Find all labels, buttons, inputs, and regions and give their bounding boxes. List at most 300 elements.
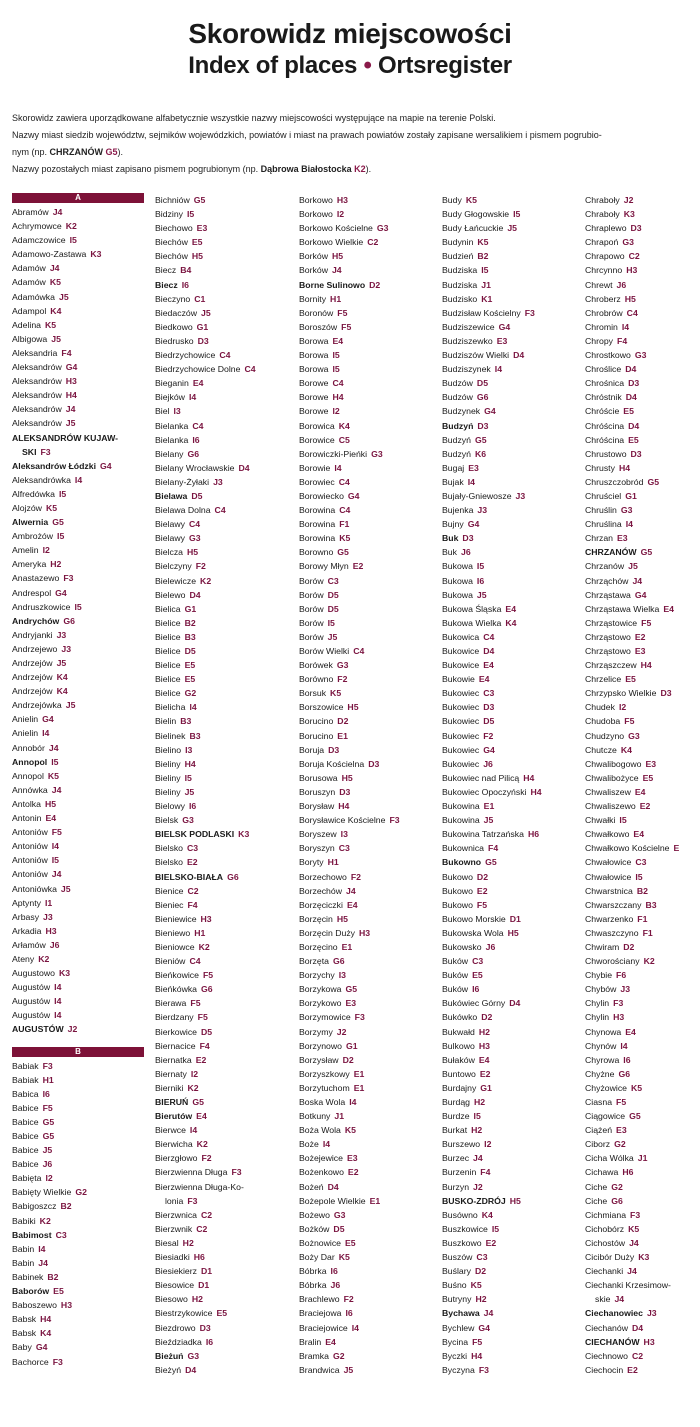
- subtitle-german: Ortsregister: [377, 52, 512, 79]
- grid-code: C4: [214, 505, 226, 516]
- place-name: Chwalibożyce: [585, 772, 639, 783]
- place-name: Bukowice: [442, 660, 480, 671]
- place-name: Burzyn: [442, 1181, 470, 1192]
- grid-code: F3: [630, 1209, 641, 1220]
- place-name: Bierwicha: [155, 1139, 193, 1150]
- grid-code: G4: [467, 519, 480, 530]
- place-name: Brandwica: [299, 1364, 340, 1375]
- index-column-4: [442, 193, 584, 1377]
- grid-code: D5: [476, 378, 489, 389]
- grid-code: E2: [476, 885, 488, 896]
- grid-code: J6: [483, 758, 493, 769]
- grid-code: E3: [617, 533, 628, 544]
- place-name: Chwałowice: [585, 871, 632, 882]
- index-entry: [585, 1363, 700, 1377]
- index-entry: [585, 1222, 700, 1236]
- place-name: Bożenkowo: [299, 1167, 344, 1178]
- index-entry: [585, 940, 700, 954]
- place-name: Borówek: [299, 660, 333, 671]
- index-entry: [299, 292, 441, 306]
- place-name: Anastazewo: [12, 573, 60, 584]
- index-entry: [585, 968, 700, 982]
- place-name: Bukwałd: [442, 1026, 475, 1037]
- index-entry: [442, 1363, 584, 1377]
- index-entry: [12, 642, 154, 656]
- grid-code: G5: [193, 195, 206, 205]
- grid-code: I6: [476, 575, 485, 586]
- place-name: Biedrusko: [155, 335, 194, 346]
- place-name: Antoniów: [12, 869, 48, 880]
- index-entry: [442, 574, 584, 588]
- place-name: Borów: [299, 575, 324, 586]
- grid-code: G3: [634, 350, 647, 361]
- index-entry: [585, 813, 700, 827]
- index-entry: [299, 771, 441, 785]
- index-entry: [299, 1067, 441, 1081]
- example-town-code: K2: [354, 164, 366, 174]
- index-entry: [585, 884, 700, 898]
- grid-code: J2: [67, 1024, 78, 1035]
- place-name: Boryszew: [299, 829, 337, 840]
- index-entry: [155, 1292, 297, 1306]
- grid-code: D5: [483, 716, 495, 727]
- index-entry: [155, 1025, 297, 1039]
- index-entry: [155, 841, 297, 855]
- grid-code: H6: [527, 829, 540, 840]
- index-entry: [12, 1185, 154, 1199]
- grid-code: G6: [618, 1068, 631, 1079]
- index-entry: [155, 1306, 297, 1320]
- index-entry: [299, 884, 441, 898]
- place-name: Chrząstowo: [585, 631, 631, 642]
- index-entry: [585, 1025, 700, 1039]
- place-name: Borowiczki-Pieńki: [299, 448, 368, 459]
- place-name: Chrząszczew: [585, 660, 637, 671]
- index-entry: [12, 1270, 154, 1284]
- place-name: Borowa: [299, 335, 329, 346]
- place-name: Arkadia: [12, 925, 42, 936]
- place-name: Augustów: [12, 982, 51, 993]
- grid-code: F2: [337, 674, 348, 685]
- place-name: Buśno: [442, 1280, 467, 1291]
- grid-code: H3: [613, 1012, 625, 1023]
- grid-code: I6: [330, 1266, 338, 1277]
- grid-code: I4: [467, 476, 475, 487]
- index-entry: [155, 630, 297, 644]
- index-entry: [585, 841, 700, 855]
- grid-code: E1: [337, 730, 348, 741]
- place-name: Chudek: [585, 702, 615, 713]
- index-entry: [155, 1250, 297, 1264]
- index-entry: [12, 402, 154, 416]
- grid-code: H1: [330, 293, 342, 304]
- place-name: Albigowa: [12, 333, 48, 344]
- place-name: Bieniów: [155, 956, 186, 967]
- place-name: Buków: [442, 956, 469, 967]
- grid-code: F5: [341, 321, 352, 332]
- index-entry: [442, 193, 584, 207]
- grid-code: D4: [509, 998, 521, 1009]
- place-name: Bielica: [155, 603, 181, 614]
- place-name: Budziszewice: [442, 321, 495, 332]
- place-name: Bierzwnica: [155, 1209, 198, 1220]
- place-name: Bielany: [155, 448, 184, 459]
- place-name: Bukowo Morskie: [442, 913, 506, 924]
- grid-code: F4: [617, 335, 628, 346]
- grid-code: D3: [483, 702, 495, 713]
- index-entry: [299, 940, 441, 954]
- grid-code: D4: [628, 420, 640, 431]
- grid-code: D3: [477, 420, 489, 431]
- grid-code: F5: [190, 998, 201, 1009]
- index-entry: [299, 1053, 441, 1067]
- grid-code: I4: [349, 1097, 357, 1107]
- index-entry: [299, 841, 441, 855]
- index-entry: [155, 1081, 297, 1095]
- intro-line-2-cont: nym (np.: [12, 147, 50, 157]
- index-entry: [12, 1087, 154, 1101]
- place-name: Chroślice: [585, 364, 622, 375]
- grid-code: H2: [191, 1294, 203, 1305]
- grid-code: I3: [338, 970, 346, 981]
- index-entry: [442, 531, 584, 545]
- grid-code: G3: [620, 505, 633, 516]
- index-entry: [155, 221, 297, 235]
- grid-code: K5: [45, 502, 58, 513]
- index-entry: [442, 827, 584, 841]
- grid-code: J6: [330, 1280, 341, 1291]
- place-name: Alwernia: [12, 517, 49, 528]
- place-name: Borzymy: [299, 1026, 333, 1037]
- index-entry: [585, 1137, 700, 1151]
- index-entry: [155, 898, 297, 912]
- index-entry: [12, 374, 154, 388]
- index-entry: [155, 855, 297, 869]
- place-name: Borzęciczki: [299, 899, 343, 910]
- index-entry: [442, 1250, 584, 1264]
- index-entry: [155, 306, 297, 320]
- grid-code: G3: [622, 237, 634, 248]
- index-entry: [585, 602, 700, 616]
- grid-code: F2: [350, 871, 361, 882]
- index-entry: [585, 1306, 700, 1320]
- grid-code: H5: [336, 913, 348, 924]
- grid-code: H1: [327, 857, 339, 868]
- index-entry: [299, 982, 441, 996]
- place-name: Budzień: [442, 251, 474, 262]
- grid-code: G6: [63, 615, 75, 626]
- grid-code: H2: [50, 559, 62, 570]
- place-name: Bielin: [155, 716, 177, 727]
- index-entry: [12, 1284, 154, 1298]
- place-name: Arłamów: [12, 939, 46, 950]
- place-name: Chrusty: [585, 462, 615, 473]
- place-name: Chrzypsko Wielkie: [585, 688, 657, 699]
- index-entry: [585, 898, 700, 912]
- place-name: Buk: [442, 547, 457, 558]
- grid-code: J4: [345, 885, 356, 896]
- place-name: Bieliny: [155, 786, 181, 797]
- index-entry: [12, 529, 154, 543]
- grid-code: D4: [185, 1364, 197, 1375]
- index-entry: [442, 884, 584, 898]
- grid-code: B2: [184, 617, 196, 628]
- index-entry: [442, 672, 584, 686]
- grid-code: K5: [477, 237, 489, 248]
- grid-code: I5: [184, 772, 192, 783]
- place-name: Chrzelice: [585, 674, 622, 685]
- grid-code: F2: [201, 1153, 212, 1164]
- index-entry: [299, 419, 441, 433]
- place-name: Chwarzenko: [585, 913, 634, 924]
- grid-code: D2: [481, 1012, 493, 1023]
- grid-code: G3: [182, 815, 194, 826]
- index-entry: [12, 825, 154, 839]
- place-name: Bielewo: [155, 589, 186, 600]
- grid-code: C3: [476, 1252, 488, 1263]
- grid-code: H3: [200, 913, 212, 924]
- place-name: Adamów: [12, 277, 46, 288]
- place-name: Bielanka: [155, 434, 189, 445]
- grid-code: F3: [52, 1356, 63, 1367]
- grid-code: D4: [327, 1181, 339, 1192]
- grid-code: G5: [640, 547, 653, 558]
- place-name: Aleksandrów: [12, 362, 62, 373]
- grid-code: D3: [630, 223, 642, 234]
- index-entry: [442, 940, 584, 954]
- place-name: Chrząchów: [585, 575, 629, 586]
- index-entry: [585, 870, 700, 884]
- intro-line-3-text: Nazwy pozostałych miast zapisano pismem pogrubionym (np.: [12, 164, 261, 174]
- grid-code: I2: [618, 702, 627, 713]
- grid-code: I2: [42, 545, 50, 556]
- place-name: Chropy: [585, 335, 614, 346]
- place-name: Babin: [12, 1243, 35, 1254]
- place-name: Chwiram: [585, 941, 620, 952]
- place-name: Bralin: [299, 1336, 322, 1347]
- grid-code: I4: [54, 982, 62, 993]
- place-name: Cichawa: [585, 1167, 619, 1178]
- index-entry: [442, 1236, 584, 1250]
- grid-code: E3: [468, 462, 479, 473]
- index-entry: [12, 473, 154, 487]
- place-name: Bukowiec: [442, 716, 480, 727]
- place-name: Borowina: [299, 519, 336, 530]
- place-name: Biedaczów: [155, 307, 198, 318]
- grid-code: I5: [187, 209, 195, 220]
- index-entry: [585, 982, 700, 996]
- place-name: Budzyń: [442, 420, 474, 431]
- index-entry: [442, 1053, 584, 1067]
- index-entry: [585, 433, 700, 447]
- index-entry: [155, 461, 297, 475]
- grid-code: I5: [476, 561, 485, 572]
- place-name: Bierzwnik: [155, 1223, 193, 1234]
- grid-code: G3: [187, 1350, 200, 1361]
- index-column-2: [155, 193, 297, 1377]
- place-name: Chwarszczany: [585, 899, 642, 910]
- place-name: Bidziny: [155, 209, 184, 220]
- grid-code: I3: [173, 406, 181, 417]
- grid-code: J5: [58, 291, 69, 302]
- index-entry: [585, 1208, 700, 1222]
- index-entry: [155, 982, 297, 996]
- place-name: Chyrowa: [585, 1054, 620, 1065]
- grid-code: J6: [485, 941, 496, 952]
- place-name: Boży Dar: [299, 1252, 335, 1263]
- index-entry: [12, 543, 154, 557]
- place-name: Bychawa: [442, 1308, 480, 1319]
- place-name: Budzisław Kościelny: [442, 307, 521, 318]
- grid-code: K4: [505, 617, 517, 628]
- index-entry: [299, 489, 441, 503]
- place-name: Borzynowo: [299, 1040, 342, 1051]
- example-capital-code: G5: [105, 147, 118, 157]
- index-entry: [299, 630, 441, 644]
- index-entry: [442, 517, 584, 531]
- index-entry: [299, 461, 441, 475]
- grid-code: E3: [496, 335, 508, 346]
- grid-code: F4: [480, 1167, 491, 1178]
- grid-code: D4: [513, 350, 525, 361]
- place-name: Borowno: [299, 547, 334, 558]
- grid-code: I5: [513, 209, 521, 220]
- index-entry: [299, 306, 441, 320]
- index-entry: [299, 1250, 441, 1264]
- place-name: Bieńkówka: [155, 984, 198, 995]
- place-name: Bichniów: [155, 195, 190, 205]
- index-entry: [585, 1321, 700, 1335]
- grid-code: C2: [631, 1350, 644, 1361]
- place-name: Budy Łańcuckie: [442, 223, 504, 234]
- index-entry: [585, 1335, 700, 1349]
- place-name: Borowe: [299, 406, 329, 417]
- place-name: Arbasy: [12, 911, 40, 922]
- grid-code: K3: [623, 209, 635, 220]
- place-name: Bieżuń: [155, 1350, 184, 1361]
- place-name: Andrzejów: [12, 658, 53, 668]
- index-entry: [585, 193, 700, 207]
- grid-code: K2: [187, 1082, 199, 1093]
- grid-code: I4: [322, 1139, 331, 1150]
- place-name: Bukowska Wola: [442, 927, 504, 938]
- index-entry: [442, 799, 584, 813]
- place-name: Ciborz: [585, 1139, 611, 1150]
- grid-code: C3: [472, 956, 484, 967]
- place-name: Bielice: [155, 631, 181, 642]
- index-entry: [12, 1199, 154, 1213]
- place-name: Bieniewo: [155, 927, 191, 938]
- index-entry: [155, 503, 297, 517]
- index-entry: [442, 1321, 584, 1335]
- grid-code: I4: [189, 702, 197, 713]
- place-name: Bieliny: [155, 758, 181, 769]
- grid-code: I6: [181, 279, 189, 290]
- place-name: Chrząstawa Wielka: [585, 603, 660, 614]
- index-entry: [585, 489, 700, 503]
- index-entry: [299, 235, 441, 249]
- index-entry: [12, 233, 154, 247]
- index-entry: [155, 334, 297, 348]
- index-entry: [585, 644, 700, 658]
- index-entry: [442, 221, 584, 235]
- index-entry: [12, 811, 154, 825]
- grid-code: B3: [184, 631, 196, 642]
- place-name: Braciejowice: [299, 1322, 348, 1333]
- grid-code: G1: [345, 1040, 358, 1051]
- index-entry: [585, 320, 700, 334]
- place-name: Babice: [12, 1102, 39, 1113]
- grid-code: K2: [38, 953, 50, 964]
- place-name: Borowy Młyn: [299, 561, 349, 572]
- grid-code: H3: [478, 1040, 490, 1051]
- grid-code: G4: [478, 1322, 490, 1333]
- grid-code: D3: [199, 1322, 211, 1333]
- index-entry: [585, 292, 700, 306]
- index-entry: [155, 517, 297, 531]
- index-entry: [442, 1335, 584, 1349]
- grid-code: G4: [100, 460, 112, 471]
- place-name: Boroszów: [299, 321, 338, 332]
- grid-code: I5: [57, 531, 65, 542]
- grid-code: J3: [477, 505, 488, 516]
- grid-code: E4: [483, 660, 494, 671]
- index-entry: [299, 574, 441, 588]
- grid-code: I4: [189, 1125, 198, 1136]
- index-entry: [585, 559, 700, 573]
- grid-code: G2: [614, 1139, 626, 1150]
- grid-code: K5: [338, 1252, 350, 1263]
- place-name: Ciasna: [585, 1097, 613, 1107]
- grid-code: I1: [44, 897, 53, 908]
- index-entry: [155, 827, 297, 841]
- place-name: Biecz: [155, 279, 178, 290]
- place-name: Andrychów: [12, 615, 60, 626]
- place-name: SKI: [22, 446, 37, 457]
- grid-code: B4: [180, 265, 192, 276]
- index-entry: [12, 557, 154, 571]
- index-entry: [442, 1123, 584, 1137]
- place-name: Andrzejówka: [12, 700, 62, 711]
- place-name: Bielczyny: [155, 561, 192, 572]
- grid-code: G1: [184, 603, 197, 614]
- place-name: Biedkowo: [155, 321, 193, 332]
- index-entry: [299, 602, 441, 616]
- place-name: Bukowno: [442, 857, 482, 868]
- place-name: Bielice: [155, 617, 181, 628]
- place-name: Burzenin: [442, 1167, 477, 1178]
- index-entry: [155, 954, 297, 968]
- index-entry: [442, 559, 584, 573]
- place-name: Aleksandrów: [12, 418, 62, 429]
- grid-code: E4: [505, 603, 517, 614]
- grid-code: G6: [187, 448, 200, 459]
- grid-code: H5: [187, 547, 199, 558]
- index-entry: [12, 261, 154, 275]
- place-name: Burszewo: [442, 1139, 481, 1150]
- index-entry: [585, 545, 700, 559]
- index-entry: [12, 416, 154, 430]
- place-name: Andrzejów: [12, 686, 53, 697]
- place-name: Babięta: [12, 1173, 42, 1184]
- grid-code: F4: [61, 347, 72, 358]
- grid-code: F3: [42, 1060, 53, 1071]
- place-name: Bułaków: [442, 1054, 475, 1065]
- place-name: Borkowo: [299, 195, 333, 205]
- grid-code: G4: [347, 490, 360, 501]
- place-name: Bielowy: [155, 801, 185, 812]
- place-name: Ameryka: [12, 559, 47, 570]
